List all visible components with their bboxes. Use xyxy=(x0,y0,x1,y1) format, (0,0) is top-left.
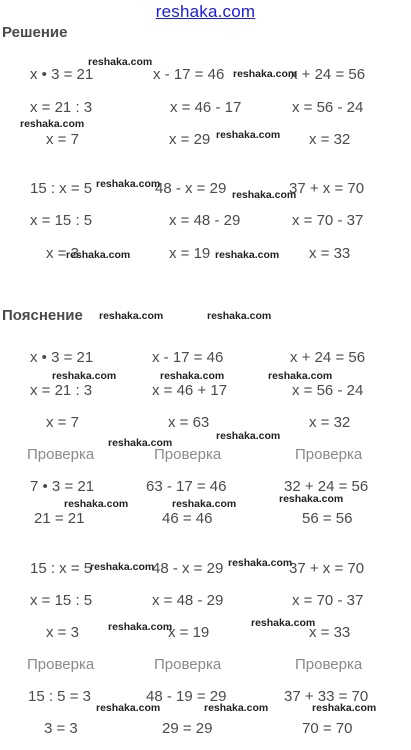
explanation-b2-c2-eq: 48 - x = 29 xyxy=(152,560,224,577)
watermark: reshaka.com xyxy=(279,493,344,505)
watermark: reshaka.com xyxy=(90,561,155,573)
solution-b1-c2-step: x = 46 - 17 xyxy=(170,99,242,116)
explanation-b1-c1-answer: x = 7 xyxy=(46,414,79,431)
explanation-b1-c3-eq: x + 24 = 56 xyxy=(290,349,366,366)
watermark: reshaka.com xyxy=(172,498,237,510)
solution-b1-c2-answer: x = 29 xyxy=(169,131,211,148)
watermark: reshaka.com xyxy=(228,557,293,569)
solution-b1-c3-answer: x = 32 xyxy=(309,131,351,148)
watermark: reshaka.com xyxy=(96,702,161,714)
solution-b2-c3-eq: 37 + x = 70 xyxy=(289,180,365,197)
explanation-b2-c3-check-label: Проверка xyxy=(295,656,363,673)
watermark: reshaka.com xyxy=(268,370,333,382)
watermark: reshaka.com xyxy=(66,249,131,261)
site-logo[interactable]: reshaka.com xyxy=(155,2,256,21)
solution-b1-c1-eq: x • 3 = 21 xyxy=(30,66,94,83)
explanation-b1-c3-step: x = 56 - 24 xyxy=(292,382,364,399)
explanation-b2-c1-check-label: Проверка xyxy=(27,656,95,673)
solution-b2-c3-answer: x = 33 xyxy=(309,245,351,262)
watermark: reshaka.com xyxy=(52,370,117,382)
explanation-b1-c3-check-result: 56 = 56 xyxy=(302,510,353,527)
explanation-b1-c1-check-result: 21 = 21 xyxy=(34,510,85,527)
watermark: reshaka.com xyxy=(216,129,281,141)
solution-b2-c2-eq: 48 - x = 29 xyxy=(155,180,227,197)
watermark: reshaka.com xyxy=(215,249,280,261)
watermark: reshaka.com xyxy=(233,68,298,80)
solution-b1-c1-step: x = 21 : 3 xyxy=(30,99,93,116)
explanation-b1-c3-check: 32 + 24 = 56 xyxy=(284,478,369,495)
explanation-b2-c1-eq: 15 : x = 5 xyxy=(30,560,93,577)
explanation-b1-c2-answer: x = 63 xyxy=(168,414,210,431)
explanation-b1-c1-check-label: Проверка xyxy=(27,446,95,463)
solution-b1-c3-eq: x + 24 = 56 xyxy=(290,66,366,83)
explanation-b2-c2-check-label: Проверка xyxy=(154,656,222,673)
explanation-heading: Пояснение xyxy=(2,307,83,324)
explanation-b2-c1-step: x = 15 : 5 xyxy=(30,592,93,609)
explanation-b1-c2-eq: x - 17 = 46 xyxy=(152,349,224,366)
explanation-b1-c2-check: 63 - 17 = 46 xyxy=(146,478,227,495)
explanation-b2-c1-answer: x = 3 xyxy=(46,624,79,641)
watermark: reshaka.com xyxy=(207,310,272,322)
explanation-b2-c2-step: x = 48 - 29 xyxy=(152,592,224,609)
explanation-b2-c3-step: x = 70 - 37 xyxy=(292,592,364,609)
watermark: reshaka.com xyxy=(108,437,173,449)
solution-b2-c2-answer: x = 19 xyxy=(169,245,211,262)
watermark: reshaka.com xyxy=(99,310,164,322)
explanation-b1-c3-check-label: Проверка xyxy=(295,446,363,463)
solution-b2-c2-step: x = 48 - 29 xyxy=(169,212,241,229)
explanation-b1-c1-step: x = 21 : 3 xyxy=(30,382,93,399)
solution-b2-c1-step: x = 15 : 5 xyxy=(30,212,93,229)
explanation-b2-c2-check: 48 - 19 = 29 xyxy=(146,688,227,705)
explanation-b2-c1-check-result: 3 = 3 xyxy=(44,720,78,737)
explanation-b2-c2-check-result: 29 = 29 xyxy=(162,720,213,737)
explanation-b1-c2-check-result: 46 = 46 xyxy=(162,510,213,527)
solution-b2-c1-eq: 15 : x = 5 xyxy=(30,180,93,197)
watermark: reshaka.com xyxy=(64,498,129,510)
explanation-b2-c1-check: 15 : 5 = 3 xyxy=(28,688,91,705)
solution-b1-c1-answer: x = 7 xyxy=(46,131,79,148)
solution-b1-c2-eq: x - 17 = 46 xyxy=(153,66,225,83)
watermark: reshaka.com xyxy=(88,56,153,68)
explanation-b2-c3-check: 37 + 33 = 70 xyxy=(284,688,369,705)
watermark: reshaka.com xyxy=(216,430,281,442)
solution-b2-c1-answer: x = 3 xyxy=(46,245,79,262)
watermark: reshaka.com xyxy=(204,702,269,714)
explanation-b1-c1-eq: x • 3 = 21 xyxy=(30,349,94,366)
explanation-b1-c3-answer: x = 32 xyxy=(309,414,351,431)
explanation-b2-c3-eq: 37 + x = 70 xyxy=(289,560,365,577)
explanation-b2-c3-answer: x = 33 xyxy=(309,624,351,641)
explanation-b2-c3-check-result: 70 = 70 xyxy=(302,720,353,737)
solution-b2-c3-step: x = 70 - 37 xyxy=(292,212,364,229)
solution-b1-c3-step: x = 56 - 24 xyxy=(292,99,364,116)
solution-heading: Решение xyxy=(2,24,68,41)
watermark: reshaka.com xyxy=(20,118,85,130)
watermark: reshaka.com xyxy=(108,621,173,633)
explanation-b1-c1-check: 7 • 3 = 21 xyxy=(30,478,95,495)
explanation-b1-c2-check-label: Проверка xyxy=(154,446,222,463)
watermark: reshaka.com xyxy=(251,617,316,629)
watermark: reshaka.com xyxy=(96,178,161,190)
watermark: reshaka.com xyxy=(160,370,225,382)
explanation-b1-c2-step: x = 46 + 17 xyxy=(152,382,228,399)
explanation-b2-c2-answer: x = 19 xyxy=(168,624,210,641)
watermark: reshaka.com xyxy=(232,189,297,201)
watermark: reshaka.com xyxy=(312,702,377,714)
